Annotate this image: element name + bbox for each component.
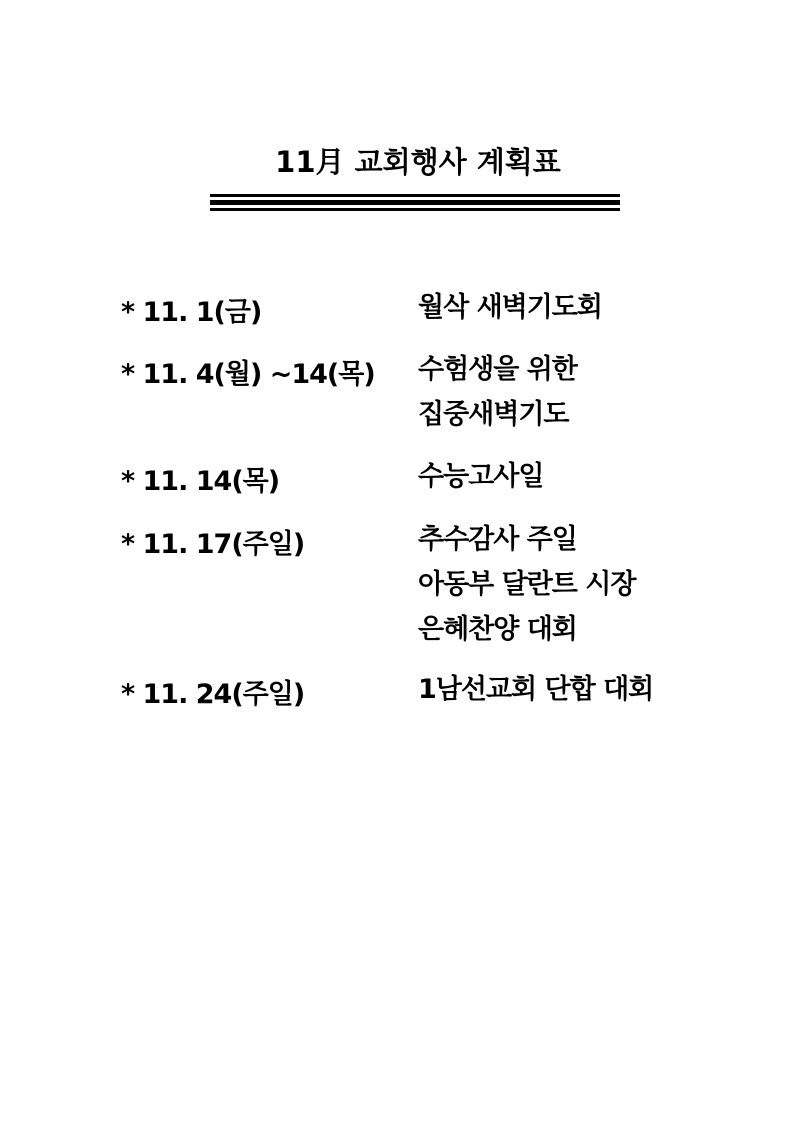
title-rule-middle <box>210 200 620 205</box>
event-description <box>418 290 602 335</box>
event-description-line: 은혜찬양 대회 <box>418 614 577 645</box>
title-rule-bottom <box>210 208 620 211</box>
event-date: * 11. 14(목) <box>121 466 280 497</box>
event-description-line: 1남선교회 단합 대회 <box>418 674 654 705</box>
event-description-line: 월삭 새벽기도회 <box>418 292 602 323</box>
event-description <box>418 459 543 504</box>
event-description-line: 수능고사일 <box>418 461 544 492</box>
event-description <box>418 352 577 442</box>
event-description-line: 집중새벽기도 <box>418 399 569 430</box>
event-description-line: 수험생을 위한 <box>418 354 577 385</box>
event-description-line: 추수감사 주일 <box>418 524 577 555</box>
event-date: * 11. 4(월) ~14(목) <box>121 359 375 390</box>
event-description <box>418 672 653 717</box>
event-description-line: 아동부 달란트 시장 <box>418 569 636 600</box>
event-date: * 11. 17(주일) <box>121 529 305 560</box>
document-title: 11月 교회행사 계획표 <box>275 145 561 179</box>
title-triple-rule <box>210 194 620 212</box>
event-date: * 11. 1(금) <box>121 297 262 328</box>
event-description <box>418 522 635 657</box>
event-date: * 11. 24(주일) <box>121 679 305 710</box>
title-rule-top <box>210 194 620 197</box>
